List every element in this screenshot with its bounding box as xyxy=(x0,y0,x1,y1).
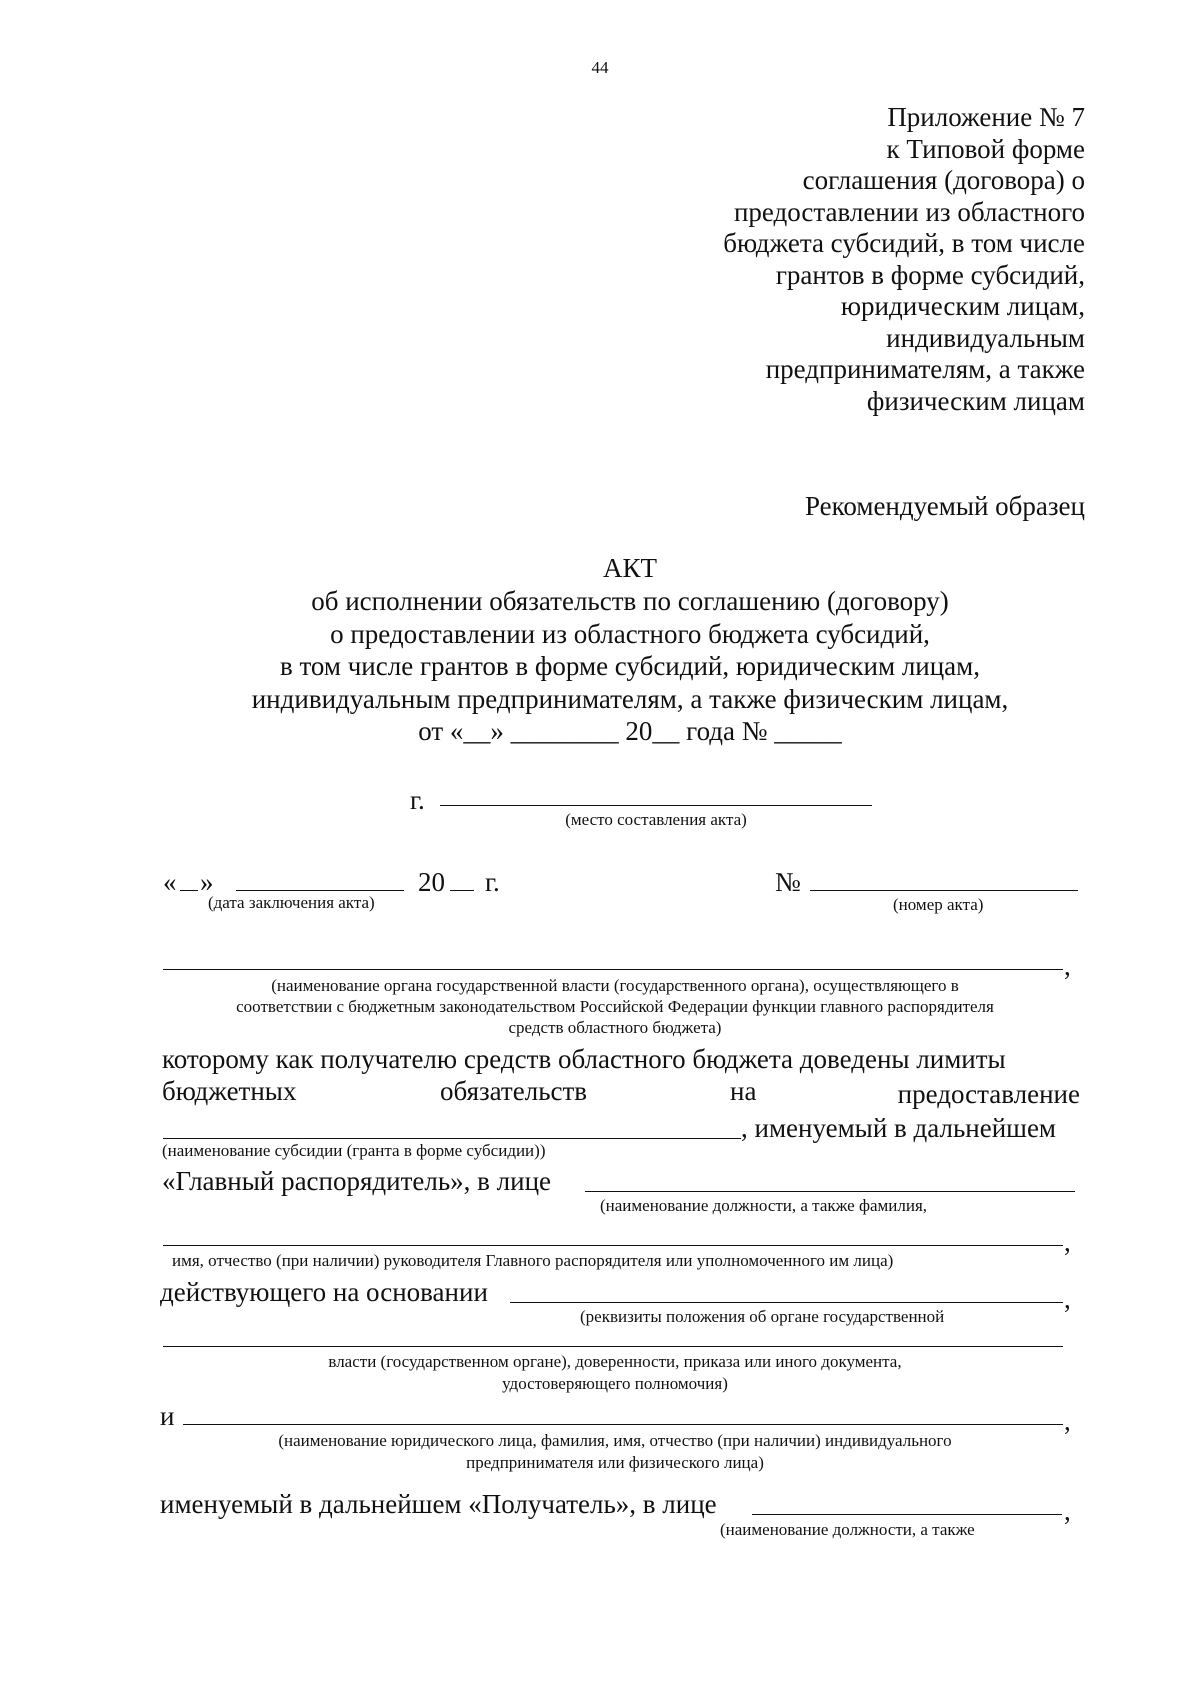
authority-caption xyxy=(150,975,1080,1038)
caption-line: предпринимателя или физического лица) xyxy=(466,1453,764,1472)
date-year-line[interactable] xyxy=(450,890,474,891)
title-line: о предоставлении из областного бюджета субсидий, xyxy=(330,618,930,649)
appendix-line: бюджета субсидий, в том числе xyxy=(723,228,1085,258)
fio-caption: имя, отчество (при наличии) руководителя Главного распорядителя или уполномоченного им лица) xyxy=(172,1251,894,1270)
date-year-suffix: г. xyxy=(485,867,500,897)
position-caption: (наименование должности, а также фамилия, xyxy=(600,1196,928,1215)
act-number-line[interactable] xyxy=(810,890,1078,891)
date-quote-close: » xyxy=(200,867,214,897)
appendix-line: Приложение № 7 xyxy=(887,102,1085,132)
caption-line: (наименование органа государственной власти (государственного органа), осуществляющего в xyxy=(271,976,959,995)
comma: , xyxy=(1064,1227,1071,1257)
recipient-caption xyxy=(150,1430,1080,1474)
comma: , xyxy=(1064,1406,1071,1436)
place-field-line[interactable] xyxy=(440,805,872,806)
recipient-field-line[interactable] xyxy=(183,1424,1063,1425)
basis-field-line[interactable] xyxy=(510,1302,1063,1303)
limits-word: обязательств xyxy=(440,1076,588,1106)
comma: , xyxy=(1064,951,1071,981)
named-further: , именуемый в дальнейшем xyxy=(741,1113,1057,1143)
date-year: 20 xyxy=(418,867,445,897)
position-field-line[interactable] xyxy=(585,1191,1075,1192)
caption-line: (наименование юридического лица, фамилия, имя, отчество (при наличии) индивидуального xyxy=(278,1431,952,1450)
chief-manager-label: «Главный распорядитель», в лице xyxy=(162,1166,552,1196)
title-line: от «__» ________ 20__ года № _____ xyxy=(418,716,842,746)
appendix-line: юридическим лицам, xyxy=(840,291,1085,321)
title-line: об исполнении обязательств по соглашению (договору) xyxy=(311,586,949,616)
subsidy-field-line[interactable] xyxy=(163,1138,741,1139)
recipient-named-label: именуемый в дальнейшем «Получатель», в лице xyxy=(160,1489,717,1519)
appendix-line: предпринимателям, а также xyxy=(765,354,1085,384)
acting-basis-label: действующего на основании xyxy=(160,1277,488,1307)
limits-word: бюджетных xyxy=(162,1076,297,1106)
page-number: 44 xyxy=(591,58,609,77)
date-quote-open: « xyxy=(163,867,177,897)
authority-field-line[interactable] xyxy=(163,969,1063,970)
act-subtitle xyxy=(0,585,1200,748)
caption-line: средств областного бюджета) xyxy=(508,1018,722,1037)
position-caption-2: (наименование должности, а также xyxy=(720,1520,975,1539)
authority-docs-caption xyxy=(150,1351,1080,1395)
title-line: в том числе грантов в форме субсидий, юридическим лицам, xyxy=(279,651,981,681)
title-line: индивидуальным предпринимателям, а также физическим лицам, xyxy=(251,683,1009,714)
appendix-line: соглашения (договора) о xyxy=(802,165,1085,195)
number-sign: № xyxy=(775,867,801,897)
place-prefix: г. xyxy=(410,785,425,815)
place-caption: (место составления акта) xyxy=(565,810,747,829)
date-day-line[interactable] xyxy=(180,890,198,891)
comma: , xyxy=(1064,1496,1071,1526)
limits-word: на xyxy=(730,1076,757,1106)
appendix-line: предоставлении из областного xyxy=(733,196,1085,227)
requisites-caption: (реквизиты положения об органе государственной xyxy=(580,1307,945,1326)
fio-field-line[interactable] xyxy=(163,1245,1063,1246)
sample-label: Рекомендуемый образец xyxy=(804,491,1085,521)
appendix-header xyxy=(723,102,1085,417)
subsidy-caption: (наименование субсидии (гранта в форме субсидии)) xyxy=(162,1141,546,1160)
appendix-line: к Типовой форме xyxy=(886,133,1085,164)
act-title: АКТ xyxy=(603,553,657,583)
recipient-position-line[interactable] xyxy=(752,1514,1062,1515)
appendix-line: физическим лицам xyxy=(866,385,1085,416)
caption-line: удостоверяющего полномочия) xyxy=(502,1374,728,1393)
caption-line: власти (государственном органе), доверенности, приказа или иного документа, xyxy=(328,1352,902,1371)
limits-line: которому как получателю средств областного бюджета доведены лимиты xyxy=(162,1044,1006,1074)
appendix-line: грантов в форме субсидий, xyxy=(775,259,1085,290)
limits-word: предоставление xyxy=(897,1079,1080,1109)
number-caption: (номер акта) xyxy=(893,895,984,914)
caption-line: соответствии с бюджетным законодательством Российской Федерации функции главного распорядителя xyxy=(236,997,994,1016)
and-label: и xyxy=(160,1401,175,1431)
date-caption: (дата заключения акта) xyxy=(208,893,375,912)
basis-field-line-2[interactable] xyxy=(163,1346,1063,1347)
comma: , xyxy=(1064,1284,1071,1314)
appendix-line: индивидуальным xyxy=(886,322,1085,353)
date-month-line[interactable] xyxy=(236,890,404,891)
